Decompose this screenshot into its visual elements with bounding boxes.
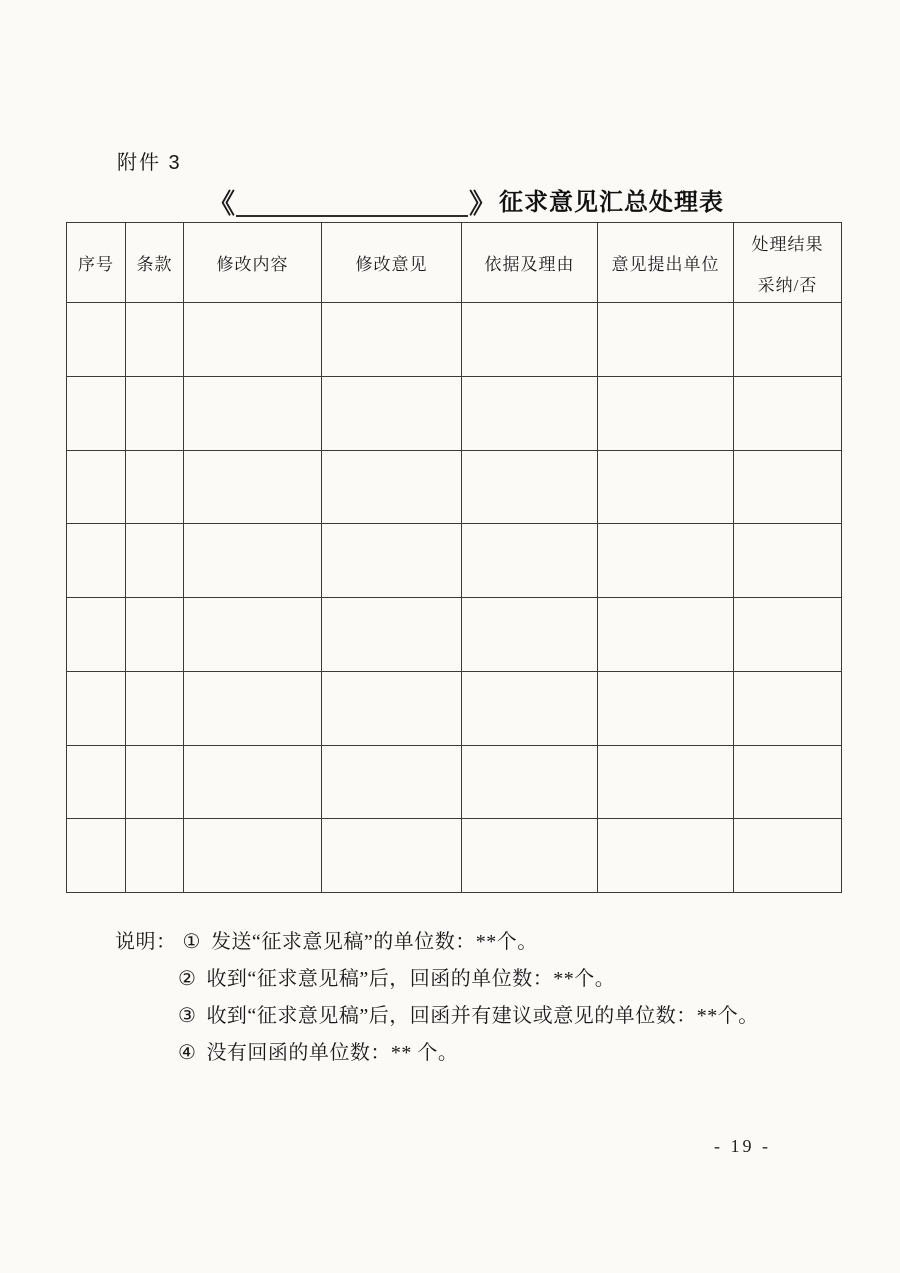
note-line-1 [115,929,759,955]
table-cell [734,745,842,819]
header-clause: 条款 [126,223,184,303]
table-header-row [67,223,842,303]
table-cell [184,376,322,450]
table-cell [598,671,734,745]
table-cell [734,303,842,377]
note-4-text: 没有回函的单位数：** 个。 [206,1042,459,1064]
table-row [67,303,842,377]
table-row [67,671,842,745]
header-proposing-unit: 意见提出单位 [598,223,734,303]
table-row [67,450,842,524]
table-cell [184,450,322,524]
table-cell [322,671,462,745]
table-cell [462,303,598,377]
table-cell [67,671,126,745]
note-3-text: 收到“征求意见稿”后，回函并有建议或意见的单位数：**个。 [206,1005,759,1027]
title-blank-underline [236,187,468,217]
table-cell [462,376,598,450]
table-cell [126,376,184,450]
table-cell [67,450,126,524]
header-processing-result-stack [734,230,841,296]
table-cell [126,745,184,819]
note-2-text: 收到“征求意见稿”后，回函的单位数：**个。 [206,968,616,990]
comment-summary-table [66,222,842,893]
note-1-text: 发送“征求意见稿”的单位数：**个。 [210,931,538,953]
table-cell [322,303,462,377]
note-3-number: ③ [178,1005,197,1027]
table-cell [322,598,462,672]
title-open-bracket: 《 [208,189,235,219]
table-cell [322,524,462,598]
table-cell [734,819,842,893]
header-basis-reason: 依据及理由 [462,223,598,303]
note-4-number: ④ [178,1042,197,1064]
table-cell [126,819,184,893]
table-cell [462,745,598,819]
table-cell [462,524,598,598]
table-row [67,598,842,672]
table-cell [462,450,598,524]
table-cell [734,671,842,745]
table-cell [322,819,462,893]
notes-section [115,929,759,1077]
table-cell [598,524,734,598]
table-cell [184,745,322,819]
table-cell [184,303,322,377]
table-cell [598,376,734,450]
table-body [67,303,842,893]
table-cell [184,671,322,745]
note-line-2 [115,966,759,992]
table-cell [67,303,126,377]
title-close-bracket: 》 [469,189,496,219]
table-cell [322,376,462,450]
table-cell [598,303,734,377]
table-row [67,819,842,893]
table-cell [598,598,734,672]
table-cell [184,598,322,672]
table-cell [598,745,734,819]
table-cell [462,598,598,672]
table-cell [126,303,184,377]
attachment-label: 附件 3 [117,152,182,174]
table-cell [126,598,184,672]
table-cell [67,745,126,819]
note-1-number: ① [182,931,201,953]
note-2-number: ② [178,968,197,990]
header-modification-opinion: 修改意见 [322,223,462,303]
notes-label: 说明： [115,931,177,953]
document-title [208,184,724,220]
table-cell [598,819,734,893]
header-processing-result-line2: 采纳/否 [757,275,818,295]
table-cell [184,524,322,598]
table-cell [67,376,126,450]
table-cell [598,450,734,524]
table-cell [126,450,184,524]
table-row [67,376,842,450]
header-serial-number: 序号 [67,223,126,303]
table-cell [462,671,598,745]
table-cell [322,745,462,819]
header-processing-result [734,223,842,303]
note-line-3 [115,1003,759,1029]
table-cell [734,376,842,450]
table-row [67,524,842,598]
table-cell [734,450,842,524]
table-cell [67,598,126,672]
table-cell [734,524,842,598]
table-cell [126,524,184,598]
header-processing-result-line1: 处理结果 [751,234,824,254]
table-cell [322,450,462,524]
table-cell [184,819,322,893]
table-cell [67,819,126,893]
table-cell [734,598,842,672]
page-title: 征求意见汇总处理表 [499,190,724,216]
note-line-4 [115,1040,759,1066]
table-cell [462,819,598,893]
page-number: - 19 - [714,1136,771,1156]
table-cell [67,524,126,598]
table-cell [126,671,184,745]
header-modified-content: 修改内容 [184,223,322,303]
table-row [67,745,842,819]
